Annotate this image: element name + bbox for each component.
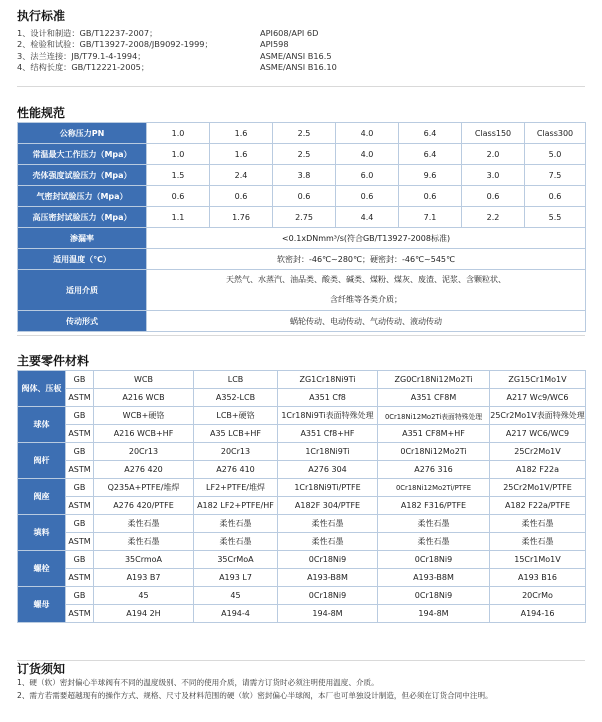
table-row — [18, 605, 586, 623]
temperature-value: 软密封：-46℃~280℃；硬密封：-46℃~545℃ — [147, 249, 586, 270]
part-name: 螺母 — [18, 587, 66, 623]
material-cell: 0Cr18Ni9 — [378, 587, 490, 605]
material-cell: 柔性石墨 — [94, 533, 194, 551]
material-cell: A182 F22a — [490, 461, 586, 479]
table-cell: 0.6 — [336, 186, 399, 207]
part-name: 螺栓 — [18, 551, 66, 587]
standard-item — [17, 51, 577, 62]
part-name: 填料 — [18, 515, 66, 551]
parts-title: 主要零件材料 — [17, 354, 90, 368]
material-cell: 25Cr2Mo1V — [490, 443, 586, 461]
table-cell: 0.6 — [462, 186, 525, 207]
material-cell: 柔性石墨 — [194, 515, 278, 533]
material-cell: 45 — [94, 587, 194, 605]
table-row — [18, 569, 586, 587]
material-cell: 0Cr18Ni9 — [278, 551, 378, 569]
performance-title: 性能规范 — [17, 106, 66, 120]
material-cell: A193-B8M — [378, 569, 490, 587]
material-cell: 柔性石墨 — [194, 533, 278, 551]
material-cell: A351 Cf8+HF — [278, 425, 378, 443]
material-cell: 柔性石墨 — [490, 515, 586, 533]
material-cell: 25Cr2Mo1V/PTFE — [490, 479, 586, 497]
row-label: 常温最大工作压力（Mpa） — [18, 144, 147, 165]
table-row — [18, 461, 586, 479]
material-cell: 194-8M — [278, 605, 378, 623]
pn-cell: 1.6 — [210, 123, 273, 144]
row-label: 适用介质 — [18, 270, 147, 311]
material-cell: 0Cr18Ni9 — [278, 587, 378, 605]
pn-cell: 1.0 — [147, 123, 210, 144]
material-cell: 柔性石墨 — [278, 515, 378, 533]
material-cell: A216 WCB — [94, 389, 194, 407]
table-cell: 2.4 — [210, 165, 273, 186]
table-row — [18, 186, 586, 207]
table-cell: 2.2 — [462, 207, 525, 228]
table-cell: 0.6 — [399, 186, 462, 207]
material-cell: A216 WCB+HF — [94, 425, 194, 443]
standard-label: GB — [66, 587, 94, 605]
parts-table — [17, 370, 586, 623]
material-cell: 0Cr18Ni12Mo2Ti表面特殊处理 — [378, 407, 490, 425]
material-cell: 25Cr2Mo1V表面特殊处理 — [490, 407, 586, 425]
table-row — [18, 249, 586, 270]
row-label: 高压密封试验压力（Mpa） — [18, 207, 147, 228]
standard-label: ASTM — [66, 461, 94, 479]
standard-api: API598 — [260, 39, 289, 50]
table-cell: 1.76 — [210, 207, 273, 228]
material-cell: A193 B7 — [94, 569, 194, 587]
material-cell: 1Cr18Ni9Ti/PTFE — [278, 479, 378, 497]
order-title: 订货须知 — [17, 662, 66, 676]
material-cell: A217 Wc9/WC6 — [490, 389, 586, 407]
material-cell: 0Cr18Ni12Mo2Ti/PTFE — [378, 479, 490, 497]
standard-api: ASME/ANSI B16.5 — [260, 50, 332, 61]
order-notes — [17, 676, 592, 702]
standard-gb: 2、检验和试验：GB/T13927-2008/JB9092-1999； — [17, 39, 213, 50]
material-cell: WCB+硬铬 — [94, 407, 194, 425]
standard-item — [17, 28, 577, 39]
material-cell: A194-4 — [194, 605, 278, 623]
material-cell: A182 F316/PTFE — [378, 497, 490, 515]
standard-label: GB — [66, 407, 94, 425]
standard-item — [17, 62, 577, 73]
material-cell: A35 LCB+HF — [194, 425, 278, 443]
media-line: 天然气、水蒸汽、油品类、酸类、碱类、煤粉、煤灰、废渣、泥浆、含颗粒状、 — [226, 275, 506, 284]
table-row — [18, 425, 586, 443]
material-cell: 柔性石墨 — [490, 533, 586, 551]
table-row — [18, 443, 586, 461]
material-cell: LCB — [194, 371, 278, 389]
table-row — [18, 207, 586, 228]
material-cell: A276 420 — [94, 461, 194, 479]
standard-label: ASTM — [66, 497, 94, 515]
table-cell: 7.1 — [399, 207, 462, 228]
table-cell: 3.0 — [462, 165, 525, 186]
material-cell: 柔性石墨 — [378, 533, 490, 551]
material-cell: A194 2H — [94, 605, 194, 623]
performance-table — [17, 122, 586, 332]
material-cell: 45 — [194, 587, 278, 605]
material-cell: A351 CF8M — [378, 389, 490, 407]
table-row — [18, 479, 586, 497]
material-cell: 1Cr18Ni9Ti — [278, 443, 378, 461]
table-cell: 9.6 — [399, 165, 462, 186]
material-cell: LF2+PTFE/堆焊 — [194, 479, 278, 497]
row-label: 渗漏率 — [18, 228, 147, 249]
section-divider — [17, 86, 585, 87]
row-label: 传动形式 — [18, 311, 147, 332]
material-cell: ZG1Cr18Ni9Ti — [278, 371, 378, 389]
table-cell: 4.0 — [336, 144, 399, 165]
order-note: 1、硬（软）密封偏心半球阀有不同的温度级别、不同的使用介质，请需方订货时必须注明使用温度、介质。 — [17, 678, 379, 687]
material-cell: 15Cr1Mo1V — [490, 551, 586, 569]
table-row — [18, 123, 586, 144]
table-cell: 3.8 — [273, 165, 336, 186]
table-cell: 2.75 — [273, 207, 336, 228]
standard-label: GB — [66, 515, 94, 533]
section-divider — [17, 660, 585, 661]
order-note: 2、需方若需要超越现有的操作方式、规格、尺寸及材料范围的硬（软）密封偏心半球阀，本厂也可单独设计制造，但必须在订货合同中注明。 — [17, 691, 493, 700]
table-cell: 0.6 — [210, 186, 273, 207]
row-label: 适用温度（℃） — [18, 249, 147, 270]
pn-cell: 6.4 — [399, 123, 462, 144]
standard-label: ASTM — [66, 569, 94, 587]
standard-api: API608/API 6D — [260, 28, 319, 38]
standard-gb: 3、法兰连接：JB/T79.1-4-1994； — [17, 50, 146, 61]
table-row — [18, 389, 586, 407]
table-cell: 2.5 — [273, 144, 336, 165]
section-divider — [17, 335, 585, 336]
leak-rate-value: <0.1xDNmm³/s(符合GB/T13927-2008标准) — [147, 228, 586, 249]
material-cell: 35CrMoA — [194, 551, 278, 569]
row-label: 气密封试验压力（Mpa） — [18, 186, 147, 207]
material-cell: 柔性石墨 — [94, 515, 194, 533]
standard-api: ASME/ANSI B16.10 — [260, 62, 337, 73]
table-cell: 2.0 — [462, 144, 525, 165]
material-cell: A276 316 — [378, 461, 490, 479]
material-cell: A276 420/PTFE — [94, 497, 194, 515]
table-cell: 5.5 — [525, 207, 586, 228]
standard-label: GB — [66, 479, 94, 497]
standard-label: ASTM — [66, 389, 94, 407]
table-row — [18, 551, 586, 569]
table-row — [18, 144, 586, 165]
material-cell: A193-B8M — [278, 569, 378, 587]
standard-item — [17, 39, 577, 50]
material-cell: 20Cr13 — [194, 443, 278, 461]
material-cell: 柔性石墨 — [378, 515, 490, 533]
drive-value: 蜗轮传动、电动传动、气动传动、液动传动 — [147, 311, 586, 332]
standard-label: ASTM — [66, 425, 94, 443]
material-cell: A182 LF2+PTFE/HF — [194, 497, 278, 515]
table-row — [18, 165, 586, 186]
material-cell: A182 F22a/PTFE — [490, 497, 586, 515]
material-cell: ZG15Cr1Mo1V — [490, 371, 586, 389]
table-row — [18, 270, 586, 311]
standard-label: ASTM — [66, 605, 94, 623]
material-cell: 0Cr18Ni12Mo2Ti — [378, 443, 490, 461]
table-cell: 0.6 — [147, 186, 210, 207]
material-cell: A193 B16 — [490, 569, 586, 587]
table-cell: 1.1 — [147, 207, 210, 228]
media-line: 含纤维等各类介质； — [330, 295, 402, 304]
table-row — [18, 533, 586, 551]
material-cell: A182F 304/PTFE — [278, 497, 378, 515]
material-cell: A217 WC6/WC9 — [490, 425, 586, 443]
material-cell: 0Cr18Ni9 — [378, 551, 490, 569]
standard-gb: 4、结构长度：GB/T12221-2005； — [17, 62, 150, 73]
standard-label: GB — [66, 551, 94, 569]
table-row — [18, 497, 586, 515]
pn-cell: Class300 — [525, 123, 586, 144]
standard-gb: 1、设计和制造：GB/T12237-2007； — [17, 28, 158, 38]
table-cell: 6.4 — [399, 144, 462, 165]
table-cell: 1.0 — [147, 144, 210, 165]
material-cell: A193 L7 — [194, 569, 278, 587]
table-cell: 1.5 — [147, 165, 210, 186]
table-cell: 1.6 — [210, 144, 273, 165]
standard-label: GB — [66, 371, 94, 389]
part-name: 阀杆 — [18, 443, 66, 479]
material-cell: ZG0Cr18Ni12Mo2Ti — [378, 371, 490, 389]
material-cell: WCB — [94, 371, 194, 389]
material-cell: 35CrmoA — [94, 551, 194, 569]
material-cell: A194-16 — [490, 605, 586, 623]
table-row — [18, 228, 586, 249]
part-name: 阀体、压板 — [18, 371, 66, 407]
row-label: 公称压力PN — [18, 123, 147, 144]
material-cell: 柔性石墨 — [278, 533, 378, 551]
pn-cell: 4.0 — [336, 123, 399, 144]
table-cell: 0.6 — [273, 186, 336, 207]
table-cell: 7.5 — [525, 165, 586, 186]
material-cell: A351 CF8M+HF — [378, 425, 490, 443]
standards-title: 执行标准 — [17, 9, 66, 23]
table-cell: 6.0 — [336, 165, 399, 186]
table-row — [18, 371, 586, 389]
table-row — [18, 407, 586, 425]
material-cell: 20CrMo — [490, 587, 586, 605]
material-cell: Q235A+PTFE/堆焊 — [94, 479, 194, 497]
standard-label: ASTM — [66, 533, 94, 551]
media-value — [147, 270, 586, 311]
table-row — [18, 587, 586, 605]
standard-label: GB — [66, 443, 94, 461]
part-name: 阀座 — [18, 479, 66, 515]
table-row — [18, 515, 586, 533]
material-cell: 20Cr13 — [94, 443, 194, 461]
material-cell: LCB+硬铬 — [194, 407, 278, 425]
table-cell: 0.6 — [525, 186, 586, 207]
material-cell: A351 Cf8 — [278, 389, 378, 407]
row-label: 壳体强度试验压力（Mpa） — [18, 165, 147, 186]
material-cell: A276 304 — [278, 461, 378, 479]
standards-list — [17, 28, 577, 74]
table-row — [18, 311, 586, 332]
table-cell: 5.0 — [525, 144, 586, 165]
pn-cell: 2.5 — [273, 123, 336, 144]
table-cell: 4.4 — [336, 207, 399, 228]
part-name: 球体 — [18, 407, 66, 443]
material-cell: 1Cr18Ni9Ti表面特殊处理 — [278, 407, 378, 425]
material-cell: 194-8M — [378, 605, 490, 623]
material-cell: A276 410 — [194, 461, 278, 479]
pn-cell: Class150 — [462, 123, 525, 144]
material-cell: A352-LCB — [194, 389, 278, 407]
